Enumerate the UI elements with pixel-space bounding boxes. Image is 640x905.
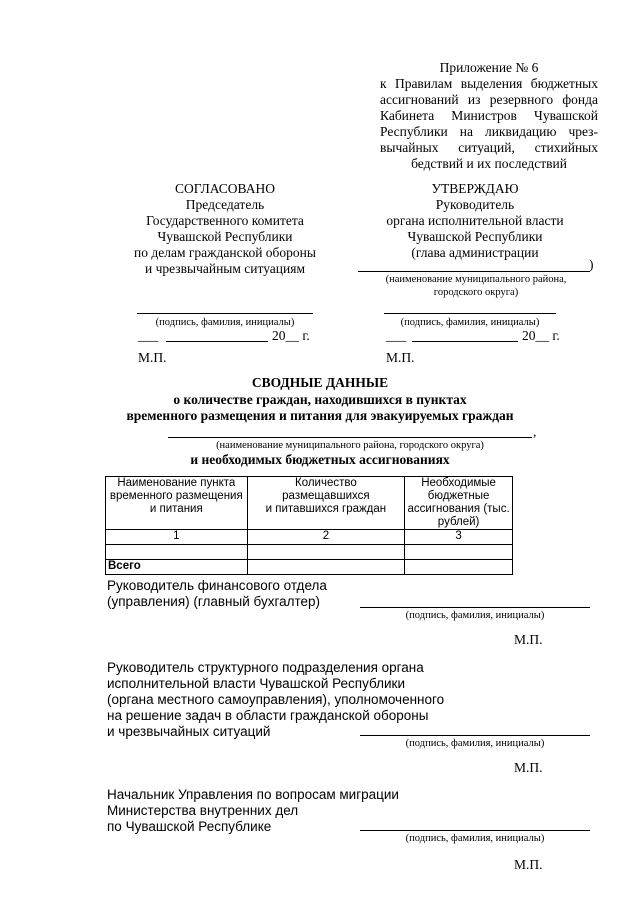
- header-text: размещавшихся: [282, 490, 370, 502]
- appendix-body: [380, 76, 598, 172]
- table-cell: [405, 545, 513, 560]
- title-line-4: и необходимых бюджетных ассигнованиях: [190, 452, 450, 467]
- column-number: 3: [405, 530, 513, 545]
- municipality-caption-2: городского округа): [433, 287, 519, 298]
- signature-line-text: на решение задач в области гражданской обороны: [107, 708, 429, 723]
- signature-block-migration: [107, 787, 399, 835]
- close-paren: ): [589, 257, 594, 272]
- municipality-caption-1: (наименование муниципального района,: [385, 274, 567, 285]
- left-date-line: [166, 341, 268, 342]
- agreed-line: Председатель: [185, 197, 265, 212]
- agreed-block: [110, 181, 340, 277]
- table-row: [106, 545, 513, 560]
- document-title: СВОДНЫЕ ДАННЫЕ: [251, 375, 389, 390]
- signature-caption: (подпись, фамилия, инициалы): [405, 738, 545, 749]
- appendix-line: Кабинета Министров Чувашской: [380, 108, 598, 123]
- signature-line-text: (управления) (главный бухгалтер): [107, 594, 320, 609]
- header-text: Необходимые бюджетные: [421, 477, 496, 502]
- signature-line-text: Начальник Управления по вопросам миграции: [107, 787, 399, 802]
- title-comma: ,: [533, 424, 537, 439]
- header-text: временного размещения: [109, 490, 243, 502]
- header-text: и питания: [149, 503, 203, 515]
- appendix-line: вычайных ситуаций, стихийных: [380, 140, 598, 155]
- left-sign-caption: (подпись, фамилия, инициалы): [155, 317, 295, 328]
- header-cell-point: [106, 477, 248, 530]
- signature-block-civil-defense: [107, 660, 444, 740]
- right-sign-caption: (подпись, фамилия, инициалы): [400, 317, 540, 328]
- agreed-line: Чувашской Республики: [157, 229, 293, 244]
- left-stamp: М.П.: [138, 350, 167, 365]
- appendix-line: ассигнований из резервного фонда: [380, 92, 598, 107]
- signature-line-text: (органа местного самоуправления), уполномоченного: [107, 692, 445, 707]
- header-text: и питавшихся граждан: [265, 503, 387, 515]
- table-total-row: [106, 560, 513, 575]
- column-number: 1: [106, 530, 248, 545]
- signature-stamp: М.П.: [514, 632, 543, 647]
- municipality-caption: [360, 273, 592, 299]
- left-date-prefix: ___: [138, 328, 159, 343]
- approve-line: Чувашской Республики: [407, 229, 543, 244]
- signature-line-text: по Чувашской Республике: [107, 819, 272, 834]
- agreed-line: и чрезвычайным ситуациям: [145, 261, 305, 276]
- header-cell-count: [247, 477, 405, 530]
- header-text: Наименование пункта: [117, 477, 236, 489]
- approve-line: Руководитель: [435, 197, 515, 212]
- right-date-suffix: 20__ г.: [522, 328, 560, 343]
- signature-line: [360, 607, 590, 608]
- signature-caption: (подпись, фамилия, инициалы): [405, 833, 545, 844]
- signature-line-text: Министерства внутренних дел: [107, 803, 299, 818]
- agreed-heading: СОГЛАСОВАНО: [175, 181, 275, 196]
- left-sign-line: [137, 313, 313, 314]
- title-caption: (наименование муниципального района, городского округа): [216, 440, 484, 451]
- right-date-line: [412, 341, 518, 342]
- right-stamp: М.П.: [386, 350, 415, 365]
- right-sign-line: [384, 313, 556, 314]
- appendix-line: бедствий и их последствий: [411, 156, 567, 171]
- header-cell-budget: [405, 477, 513, 530]
- signature-stamp: М.П.: [514, 760, 543, 775]
- header-text: ассигнования (тыс. рублей): [407, 503, 510, 528]
- table-number-row: [106, 530, 513, 545]
- appendix-line: Республики на ликвидацию чрез-: [380, 124, 598, 139]
- right-date-prefix: ___: [386, 328, 407, 343]
- appendix-line: к Правилам выделения бюджетных: [380, 76, 598, 91]
- table-cell: [247, 545, 405, 560]
- agreed-line: Государственного комитета: [146, 213, 304, 228]
- signature-line-text: Руководитель структурного подразделения органа: [107, 660, 424, 675]
- column-number: 2: [247, 530, 405, 545]
- signature-line-text: и чрезвычайных ситуаций: [107, 724, 271, 739]
- approve-heading: УТВЕРЖДАЮ: [431, 181, 519, 196]
- title-line-2: о количестве граждан, находившихся в пунктах: [173, 392, 467, 407]
- table-cell: [405, 560, 513, 575]
- approve-block: [360, 181, 590, 261]
- approve-line: (глава администрации: [411, 245, 539, 260]
- signature-line-text: исполнительной власти Чувашской Республики: [107, 676, 406, 691]
- approve-line: органа исполнительной власти: [386, 213, 564, 228]
- summary-table: [105, 476, 513, 575]
- appendix-header: [380, 60, 598, 172]
- left-date-suffix: 20__ г.: [272, 328, 310, 343]
- signature-stamp: М.П.: [514, 857, 543, 872]
- signature-caption: (подпись, фамилия, инициалы): [405, 610, 545, 621]
- title-municipality-line: [168, 437, 532, 438]
- appendix-title: Приложение № 6: [439, 60, 539, 75]
- total-label: Всего: [106, 560, 248, 575]
- table-header-row: [106, 477, 513, 530]
- signature-line: [360, 830, 590, 831]
- title-line-3: временного размещения и питания для эвакуируемых граждан: [126, 408, 514, 423]
- signature-line-text: Руководитель финансового отдела: [107, 578, 327, 593]
- municipality-line: [358, 271, 590, 272]
- header-text: Количество: [295, 477, 357, 489]
- signature-line: [360, 735, 590, 736]
- agreed-line: по делам гражданской обороны: [134, 245, 316, 260]
- table-cell: [247, 560, 405, 575]
- signature-block-finance: [107, 578, 327, 610]
- table-cell: [106, 545, 248, 560]
